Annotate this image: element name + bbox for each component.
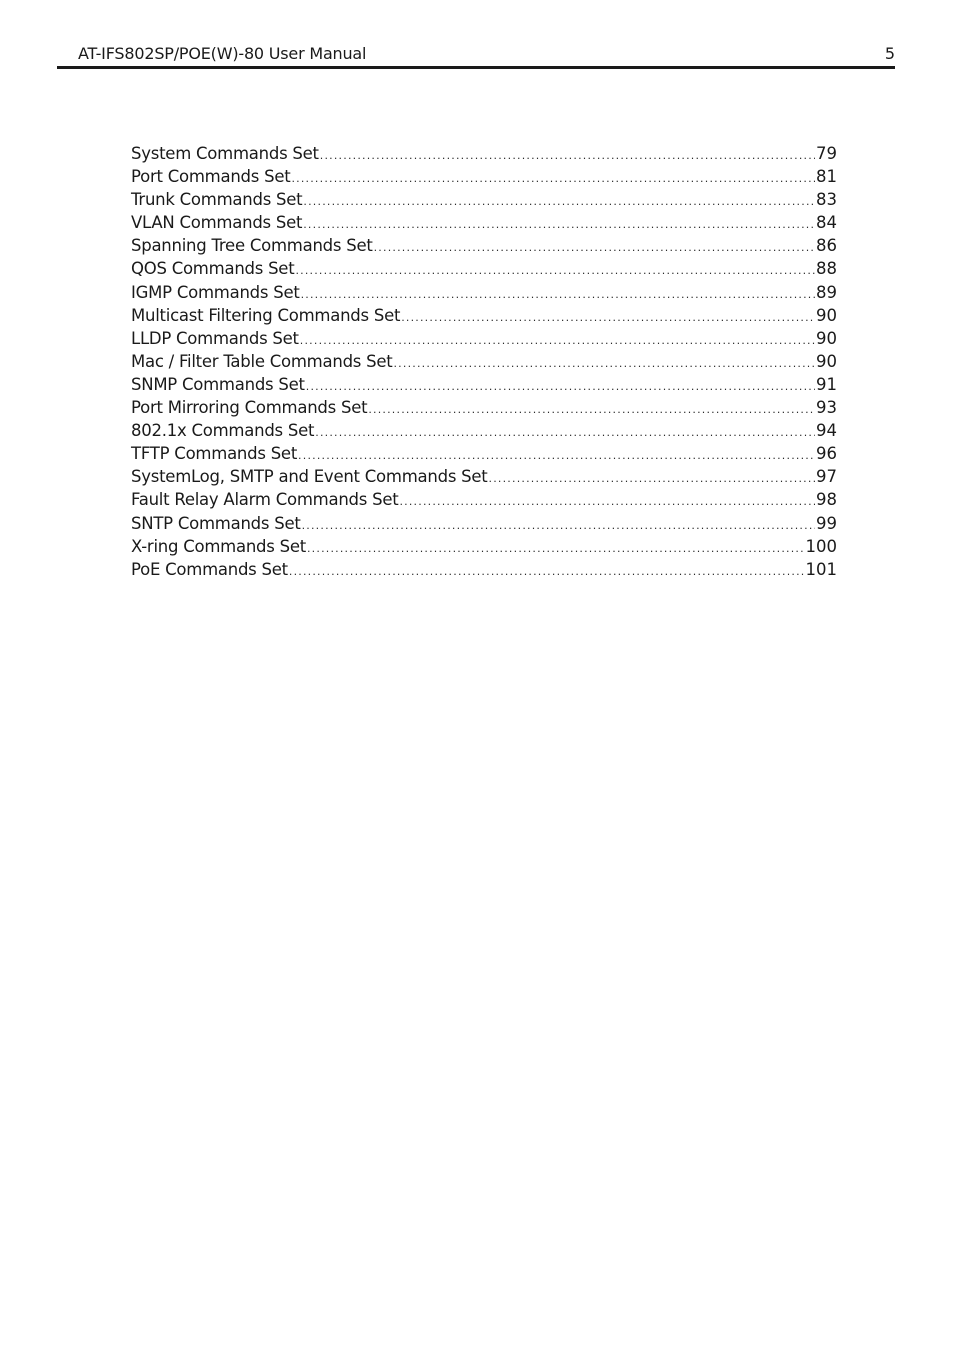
toc-entry-page: 89 xyxy=(816,282,837,302)
toc-entry[interactable] xyxy=(131,419,837,442)
toc-entry[interactable] xyxy=(131,373,837,396)
toc-leader-dots xyxy=(489,467,815,490)
toc-entry-label: SNMP Commands Set xyxy=(131,374,305,394)
toc-entry-label: Port Mirroring Commands Set xyxy=(131,398,368,418)
page-header xyxy=(78,43,895,67)
toc-entry[interactable] xyxy=(131,465,837,488)
toc-leader-dots xyxy=(301,283,815,306)
toc-leader-dots xyxy=(399,490,815,513)
toc-leader-dots xyxy=(401,306,815,329)
toc-entry-page: 79 xyxy=(816,144,837,163)
toc-entry-label: TFTP Commands Set xyxy=(131,444,298,464)
toc-entry-page: 84 xyxy=(816,213,837,233)
toc-leader-dots xyxy=(315,421,815,444)
page-number: 5 xyxy=(884,44,895,63)
toc-entry[interactable] xyxy=(131,396,837,419)
toc-entry-page: 90 xyxy=(816,305,837,325)
toc-entry[interactable] xyxy=(131,442,837,465)
toc-entry-page: 96 xyxy=(816,444,837,464)
document-title: AT-IFS802SP/POE(W)-80 User Manual xyxy=(78,44,367,63)
toc-entry-page: 90 xyxy=(816,351,837,371)
toc-entry[interactable] xyxy=(131,558,837,581)
toc-entry-label: Trunk Commands Set xyxy=(131,190,303,210)
toc-entry-page: 97 xyxy=(816,467,837,487)
toc-entry-label: SNTP Commands Set xyxy=(131,513,301,533)
toc-entry-label: Spanning Tree Commands Set xyxy=(131,236,373,256)
toc-entry[interactable] xyxy=(131,142,837,165)
toc-leader-dots xyxy=(300,329,815,352)
toc-entry-label: QOS Commands Set xyxy=(131,259,295,279)
toc-leader-dots xyxy=(368,398,815,421)
toc-entry-page: 86 xyxy=(816,236,837,256)
toc-entry-page: 98 xyxy=(816,490,837,510)
toc-entry[interactable] xyxy=(131,211,837,234)
toc-entry[interactable] xyxy=(131,281,837,304)
toc-entry[interactable] xyxy=(131,535,837,558)
toc-entry-page: 101 xyxy=(805,559,837,579)
toc-entry-label: X-ring Commands Set xyxy=(131,536,306,556)
toc-entry[interactable] xyxy=(131,188,837,211)
toc-entry[interactable] xyxy=(131,165,837,188)
toc-leader-dots xyxy=(302,514,815,537)
toc-entry-label: PoE Commands Set xyxy=(131,559,288,579)
toc-leader-dots xyxy=(298,444,815,467)
toc-entry-label: System Commands Set xyxy=(131,144,319,163)
toc-entry-label: 802.1x Commands Set xyxy=(131,421,315,441)
toc-leader-dots xyxy=(289,560,805,583)
toc-leader-dots xyxy=(291,167,815,190)
toc-leader-dots xyxy=(303,213,815,236)
toc-entry-page: 90 xyxy=(816,328,837,348)
toc-entry-page: 88 xyxy=(816,259,837,279)
toc-entry-label: Port Commands Set xyxy=(131,167,291,187)
toc-leader-dots xyxy=(303,190,815,213)
toc-leader-dots xyxy=(306,375,815,398)
toc-entry[interactable] xyxy=(131,304,837,327)
toc-entry-label: Multicast Filtering Commands Set xyxy=(131,305,401,325)
toc-leader-dots xyxy=(307,537,805,560)
toc-entry[interactable] xyxy=(131,327,837,350)
toc-entry-page: 99 xyxy=(816,513,837,533)
toc-entry-label: Fault Relay Alarm Commands Set xyxy=(131,490,399,510)
toc-entry-page: 91 xyxy=(816,374,837,394)
toc-entry-page: 83 xyxy=(816,190,837,210)
toc-leader-dots xyxy=(295,259,815,282)
toc-entry[interactable] xyxy=(131,350,837,373)
toc-entry-page: 94 xyxy=(816,421,837,441)
toc-entry-label: Mac / Filter Table Commands Set xyxy=(131,351,393,371)
toc-entry-label: LLDP Commands Set xyxy=(131,328,299,348)
toc-leader-dots xyxy=(320,144,815,167)
toc-entry-page: 100 xyxy=(805,536,837,556)
toc-leader-dots xyxy=(374,236,815,259)
toc-leader-dots xyxy=(393,352,815,375)
toc-entry[interactable] xyxy=(131,512,837,535)
header-divider xyxy=(57,66,895,69)
toc-entry-label: SystemLog, SMTP and Event Commands Set xyxy=(131,467,488,487)
toc-entry[interactable] xyxy=(131,234,837,257)
toc-entry-page: 93 xyxy=(816,398,837,418)
table-of-contents xyxy=(131,142,837,581)
toc-entry-label: VLAN Commands Set xyxy=(131,213,303,233)
toc-entry[interactable] xyxy=(131,488,837,511)
toc-entry-page: 81 xyxy=(816,167,837,187)
toc-entry[interactable] xyxy=(131,257,837,280)
toc-entry-label: IGMP Commands Set xyxy=(131,282,300,302)
